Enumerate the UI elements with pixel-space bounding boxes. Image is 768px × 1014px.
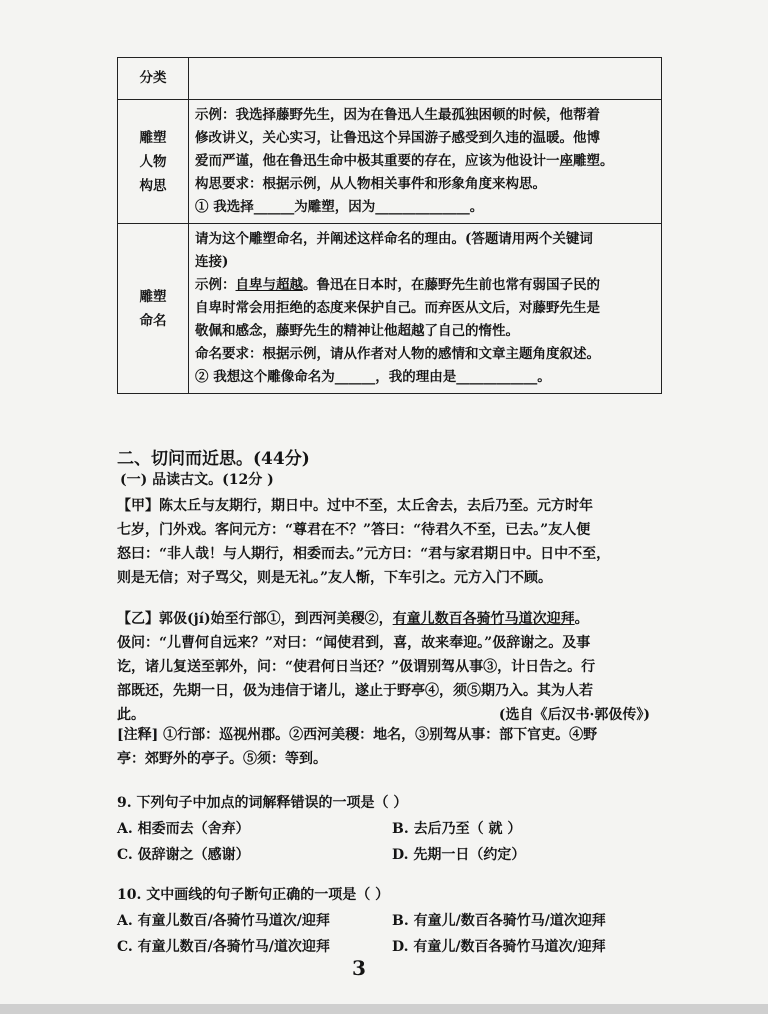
- q10-option-a[interactable]: A. 有童儿数百/各骑竹马道次/迎拜: [117, 913, 330, 929]
- passage-a: 【甲】陈太丘与友期行，期日中。过中不至，太丘舍去，去后乃至。元方时年 七岁，门外戏。客问元方：“尊君在不？”答曰：“待君久不至，已去。”友人便 怒曰：“非人哉！与人期行，相委而去。”元方曰：“君与家君期日中。日中不至， 则是无信；对子骂父，则是无礼。”友人惭，下车引之。元方入门不顾。: [117, 498, 611, 586]
- passage-source: (选自《后汉书·郭伋传》): [498, 707, 650, 723]
- question-9-stem: 9. 下列句子中加点的词解释错误的一项是（ ）: [117, 795, 408, 811]
- page-number: 3: [352, 956, 366, 980]
- section-title: 二、切问而近思。(44分): [117, 449, 310, 469]
- table-row: [118, 58, 662, 100]
- underlined-sentence: 有童儿数百各骑竹马道次迎拜: [392, 611, 575, 627]
- question-9: [117, 790, 677, 868]
- q9-option-b[interactable]: B. 去后乃至（ 就 ）: [392, 821, 522, 837]
- scan-bottom-edge: [0, 1004, 768, 1014]
- q10-option-d[interactable]: D. 有童儿/数百各骑竹马道次/迎拜: [392, 939, 606, 955]
- table-row: [118, 224, 662, 394]
- row-label-naming: 雕塑 命名: [118, 224, 189, 394]
- row-label-category: 分类: [118, 58, 189, 100]
- q9-option-d[interactable]: D. 先期一日（约定）: [392, 847, 526, 863]
- question-10: [117, 882, 677, 960]
- naming-example: 示例：自卑与超越。鲁迅在日本时，在藤野先生前也常有弱国子民的: [195, 277, 600, 293]
- row-label-concept: 雕塑 人物 构思: [118, 100, 189, 224]
- q10-option-c[interactable]: C. 有童儿数百/各骑竹马/道次迎拜: [117, 939, 330, 955]
- passage-b-first-line: 【乙】郭伋(jí)始至行部①，到西河美稷②，有童儿数百各骑竹马道次迎拜。: [117, 611, 589, 627]
- question-10-stem: 10. 文中画线的句子断句正确的一项是（ ）: [117, 887, 390, 903]
- q9-option-c[interactable]: C. 伋辞谢之（感谢）: [117, 847, 250, 863]
- q10-option-b[interactable]: B. 有童儿/数百各骑竹马/道次迎拜: [392, 913, 606, 929]
- table-row: [118, 100, 662, 224]
- section-subtitle: (一) 品读古文。(12分 ): [120, 472, 274, 488]
- example-keyword: 自卑与超越: [235, 277, 303, 293]
- q9-option-a[interactable]: A. 相委而去（舍弃）: [117, 821, 250, 837]
- naming-cell: 请为这个雕塑命名，并阐述这样命名的理由。(答题请用两个关键词 连接) 示例：自卑与超越。鲁迅在日本时，在藤野先生前也常有弱国子民的 自卑时常会用拒绝的态度来保护自己。而弃医从文后，对藤野先生是 敬佩和感念，藤野先生的精神让他超越了自己的惰性。 命名要求：根据示例，请从作者对人物的感情和文章主题角度叙述。 ② 我想这个雕像命名为______，我的理由是____________。: [189, 224, 662, 394]
- sculpture-table: [117, 57, 662, 394]
- concept-cell: 示例：我选择藤野先生，因为在鲁迅人生最孤独困顿的时候，他帮着 修改讲义，关心实习，让鲁迅这个异国游子感受到久违的温暖。他博 爱而严谨，他在鲁迅生命中极其重要的存在，应该为他设计一座雕塑。 构思要求：根据示例，从人物相关事件和形象角度来构思。 ① 我选择______为雕塑，因为______________。: [189, 100, 662, 224]
- answer-line-1[interactable]: ① 我选择______为雕塑，因为______________。: [195, 199, 484, 215]
- passage-b: 【乙】郭伋(jí)始至行部①，到西河美稷②，有童儿数百各骑竹马道次迎拜。 伋问：“儿曹何自远来？”对曰：“闻使君到，喜，故来奉迎。”伋辞谢之。及事 讫，诸儿复送至郭外，问：“使君何日当还？”伋谓别驾从事③，计日告之。行 部既还，先期一日，伋为违信于诸儿，遂止于野亭④，须⑤期乃入。其为人若 此。 (选自《后汉书·郭伋传》): [117, 607, 662, 727]
- category-cell[interactable]: [189, 58, 662, 100]
- notes: [注释] ①行部：巡视州郡。②西河美稷：地名，③别驾从事：部下官吏。④野 亭：郊野外的亭子。⑤须：等到。: [117, 727, 598, 767]
- answer-line-2[interactable]: ② 我想这个雕像命名为______，我的理由是____________。: [195, 369, 551, 385]
